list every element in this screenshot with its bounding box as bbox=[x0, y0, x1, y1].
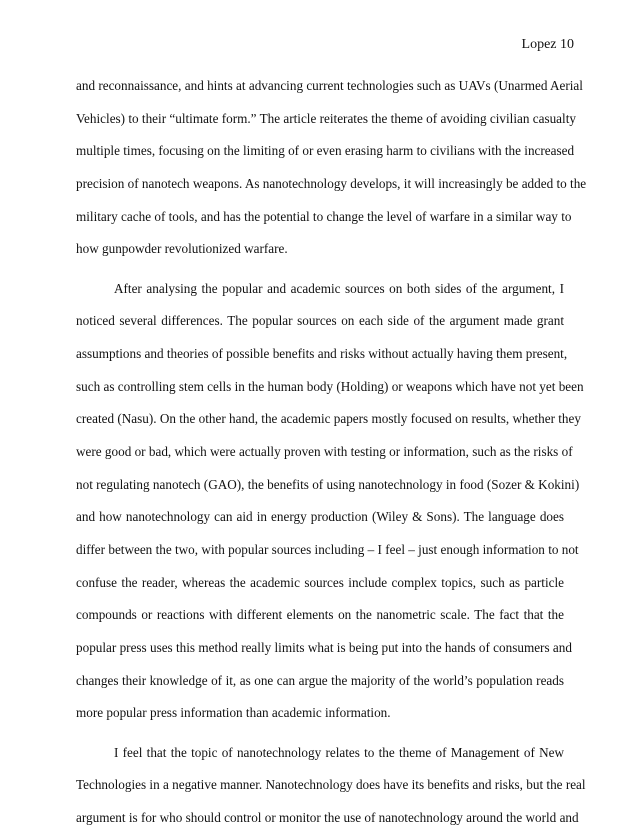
text-line: not regulating nanotech (GAO), the benefits of using nanotechnology in food (Sozer & Kokini) bbox=[76, 476, 580, 492]
text-line: assumptions and theories of possible benefits and risks without actually having them present, bbox=[76, 346, 568, 362]
text-line: noticed several differences. The popular sources on each side of the argument made grant bbox=[76, 313, 564, 329]
paragraph bbox=[76, 273, 584, 730]
text-line: such as controlling stem cells in the human body (Holding) or weapons which have not yet been bbox=[76, 378, 584, 394]
text-line: argument is for who should control or monitor the use of nanotechnology around the world and bbox=[76, 810, 579, 826]
text-line: Technologies in a negative manner. Nanotechnology does have its benefits and risks, but the real bbox=[76, 777, 586, 793]
text-line: created (Nasu). On the other hand, the academic papers mostly focused on results, whether they bbox=[76, 411, 581, 427]
text-line: multiple times, focusing on the limiting of or even erasing harm to civilians with the increased bbox=[76, 143, 575, 159]
text-line: how gunpowder revolutionized warfare. bbox=[76, 241, 288, 257]
text-line: popular press uses this method really limits what is being put into the hands of consumers and bbox=[76, 639, 572, 655]
text-line: After analysing the popular and academic sources on both sides of the argument, I bbox=[114, 280, 564, 296]
text-line: I feel that the topic of nanotechnology relates to the theme of Management of New bbox=[114, 744, 564, 760]
text-line: changes their knowledge of it, as one can argue the majority of the world’s population reads bbox=[76, 672, 564, 688]
text-line: confuse the reader, whereas the academic sources include complex topics, such as particle bbox=[76, 574, 564, 590]
text-line: Vehicles) to their “ultimate form.” The article reiterates the theme of avoiding civilian casualty bbox=[76, 110, 576, 126]
text-line: differ between the two, with popular sources including – I feel – just enough information to not bbox=[76, 541, 579, 557]
text-line: more popular press information than academic information. bbox=[76, 705, 391, 721]
text-line: and reconnaissance, and hints at advancing current technologies such as UAVs (Unarmed Aerial bbox=[76, 78, 583, 93]
text-line: precision of nanotech weapons. As nanotechnology develops, it will increasingly be added to the bbox=[76, 175, 587, 191]
paragraph bbox=[76, 737, 586, 835]
paragraph bbox=[76, 70, 587, 266]
running-head: Lopez 10 bbox=[521, 37, 574, 52]
text-line: were good or bad, which were actually proven with testing or information, such as the risks of bbox=[76, 444, 573, 460]
text-line: military cache of tools, and has the potential to change the level of warfare in a similar way to bbox=[76, 208, 572, 224]
body-text bbox=[76, 70, 587, 835]
text-line: compounds or reactions with different elements on the nanometric scale. The fact that the bbox=[76, 607, 564, 623]
text-line: and how nanotechnology can aid in energy production (Wiley & Sons). The language does bbox=[76, 509, 564, 525]
